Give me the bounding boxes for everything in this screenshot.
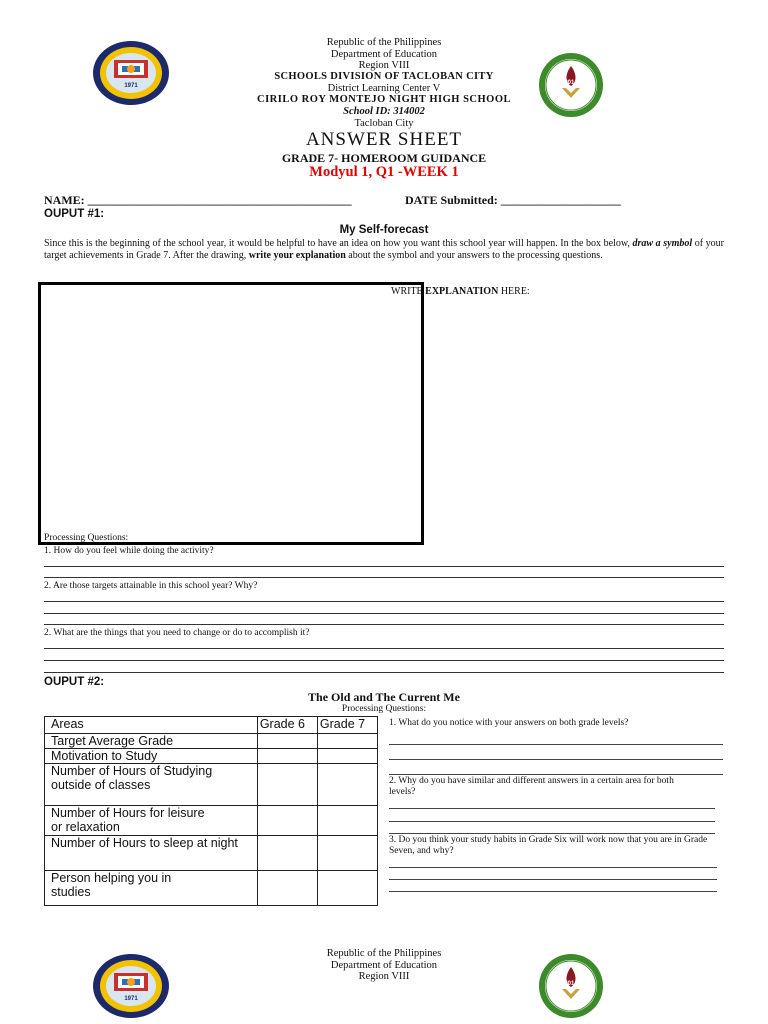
answer-line[interactable] — [389, 833, 715, 834]
output1-instructions — [44, 238, 724, 262]
answer-line[interactable] — [389, 821, 715, 822]
answer-line[interactable] — [44, 672, 724, 673]
area-cell: Number of Hours of Studying outside of classes — [45, 764, 258, 806]
grade6-cell[interactable] — [257, 806, 317, 836]
grade6-cell[interactable] — [257, 836, 317, 871]
date-submitted-field[interactable]: DATE Submitted: ____________________ — [405, 193, 621, 207]
header-city: Tacloban City — [354, 118, 414, 129]
area-cell: Number of Hours for leisure or relaxation — [45, 806, 258, 836]
grade6-cell[interactable] — [257, 764, 317, 806]
output2-question-3: 3. Do you think your study habits in Grade Six will work now that you are in Grade Seven, and why? — [389, 835, 708, 856]
header-division: SCHOOLS DIVISION OF TACLOBAN CITY — [274, 71, 494, 82]
instr-text-a: Since this is the beginning of the school year, it would be helpful to have an idea on how you want this school year will happen. In the box below, — [44, 238, 633, 249]
answer-line[interactable] — [44, 613, 724, 614]
area-cell: Motivation to Study — [45, 749, 258, 764]
footer-line2: Department of Education — [330, 960, 438, 971]
output2-question-2: 2. Why do you have similar and different answers in a certain area for both levels? — [389, 776, 674, 797]
drawing-box[interactable] — [38, 282, 424, 545]
grade7-cell[interactable] — [317, 749, 377, 764]
grade7-cell[interactable] — [317, 836, 377, 871]
grade6-cell[interactable] — [257, 749, 317, 764]
write-post: HERE: — [498, 286, 530, 297]
table-row — [45, 764, 378, 806]
header-line3: Region VIII — [358, 60, 410, 71]
output2-heading: OUPUT #2: — [44, 676, 105, 688]
answer-line[interactable] — [389, 774, 723, 775]
school-seal-year-footer: 2014 — [564, 981, 578, 987]
answer-line[interactable] — [44, 601, 724, 602]
question-1: 1. How do you feel while doing the activity? — [44, 546, 214, 556]
answer-line[interactable] — [44, 660, 724, 661]
grade6-cell[interactable] — [257, 734, 317, 749]
output1-title: My Self-forecast — [339, 224, 429, 236]
output1-heading: OUPUT #1: — [44, 208, 105, 220]
output2-title: The Old and The Current Me — [308, 690, 460, 704]
write-bold: EXPLANATION — [425, 286, 499, 297]
footer-line1: Republic of the Philippines — [326, 948, 442, 959]
question-2: 2. Are those targets attainable in this school year? Why? — [44, 581, 258, 591]
output2-processing-label: Processing Questions: — [341, 704, 427, 714]
instr-text-e: about the symbol and your answers to the processing questions. — [345, 250, 603, 261]
answer-line[interactable] — [44, 648, 724, 649]
answer-line[interactable] — [389, 867, 717, 868]
division-seal-year: 1971 — [124, 83, 138, 89]
header-district: District Learning Center V — [327, 83, 441, 94]
write-explanation-label — [391, 286, 530, 297]
module-label: Modyul 1, Q1 -WEEK 1 — [309, 164, 459, 180]
grade7-cell[interactable] — [317, 806, 377, 836]
area-cell: Target Average Grade — [45, 734, 258, 749]
answer-line[interactable] — [44, 624, 724, 625]
header-school-id: School ID: 314002 — [343, 106, 425, 117]
instr-write-explanation: write your explanation — [248, 250, 346, 261]
header-line2: Department of Education — [330, 49, 438, 60]
answer-line[interactable] — [389, 808, 715, 809]
output2-question-1: 1. What do you notice with your answers on both grade levels? — [389, 718, 629, 728]
header-grade6: Grade 6 — [257, 717, 317, 734]
table-row — [45, 806, 378, 836]
grade7-cell[interactable] — [317, 871, 377, 906]
table-row — [45, 871, 378, 906]
footer-line3: Region VIII — [358, 971, 410, 982]
table-row — [45, 734, 378, 749]
answer-line[interactable] — [389, 759, 723, 760]
answer-line[interactable] — [44, 577, 724, 578]
header-areas: Areas — [45, 717, 258, 734]
header-line1: Republic of the Philippines — [326, 37, 442, 48]
header-school: CIRILO ROY MONTEJO NIGHT HIGH SCHOOL — [257, 94, 511, 105]
page-title: ANSWER SHEET — [305, 129, 463, 150]
area-cell: Person helping you in studies — [45, 871, 258, 906]
instr-draw-symbol: draw a symbol — [632, 238, 693, 249]
answer-line[interactable] — [389, 879, 717, 880]
school-seal-year: 2014 — [564, 80, 578, 86]
answer-line[interactable] — [389, 891, 717, 892]
division-seal-year-footer: 1971 — [124, 996, 138, 1002]
processing-questions-label: Processing Questions: — [44, 533, 129, 543]
page-subtitle: GRADE 7- HOMEROOM GUIDANCE — [281, 151, 487, 165]
name-field[interactable]: NAME: ____________________________________________ — [44, 193, 352, 207]
answer-line[interactable] — [44, 566, 724, 567]
table-row — [45, 749, 378, 764]
table-header-row — [45, 717, 378, 734]
area-cell: Number of Hours to sleep at night — [45, 836, 258, 871]
comparison-table — [44, 716, 378, 906]
question-3: 2. What are the things that you need to change or do to accomplish it? — [44, 628, 310, 638]
table-row — [45, 836, 378, 871]
grade6-cell[interactable] — [257, 871, 317, 906]
answer-line[interactable] — [389, 744, 723, 745]
grade7-cell[interactable] — [317, 764, 377, 806]
instr-text-c: of your target achievements in Grade 7. After the drawing, — [44, 238, 724, 261]
header-grade7: Grade 7 — [317, 717, 377, 734]
grade7-cell[interactable] — [317, 734, 377, 749]
write-pre: WRITE — [391, 286, 426, 297]
